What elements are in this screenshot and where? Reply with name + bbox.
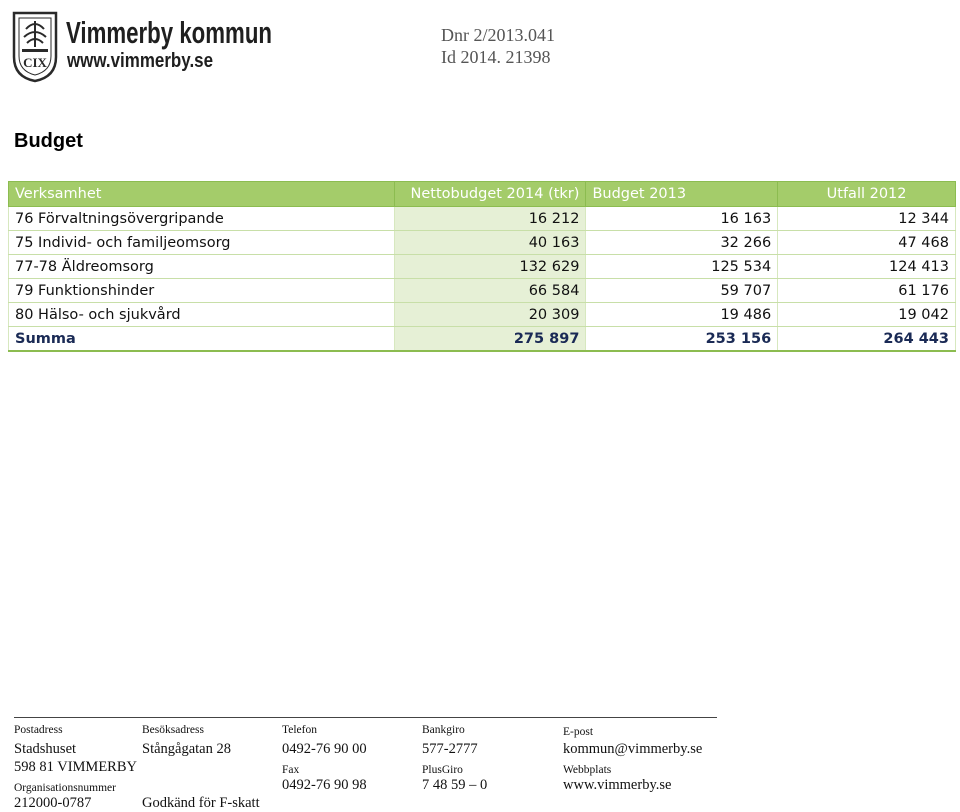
besoksadress-label: Besöksadress bbox=[142, 724, 204, 736]
table-sum-row bbox=[9, 327, 956, 352]
column-header-utfall-2012: Utfall 2012 bbox=[778, 182, 956, 207]
municipality-logo bbox=[10, 7, 274, 83]
sum-budget-2013: 253 156 bbox=[586, 327, 778, 352]
cell-utfall-2012: 19 042 bbox=[778, 303, 956, 327]
cell-verksamhet: 79 Funktionshinder bbox=[9, 279, 395, 303]
fskatt-value: Godkänd för F-skatt bbox=[142, 795, 260, 811]
sum-label: Summa bbox=[9, 327, 395, 352]
table-row bbox=[9, 255, 956, 279]
table-row bbox=[9, 303, 956, 327]
budget-table bbox=[8, 181, 956, 352]
coat-of-arms-icon bbox=[10, 7, 274, 83]
telefon-value: 0492-76 90 00 bbox=[282, 741, 367, 757]
table-row bbox=[9, 207, 956, 231]
table-row bbox=[9, 279, 956, 303]
fax-label: Fax bbox=[282, 764, 300, 776]
document-reference bbox=[441, 24, 555, 68]
id-number: Id 2014. 21398 bbox=[441, 47, 551, 67]
cell-nettobudget: 66 584 bbox=[394, 279, 586, 303]
cell-budget-2013: 125 534 bbox=[586, 255, 778, 279]
column-header-nettobudget: Nettobudget 2014 (tkr) bbox=[394, 182, 586, 207]
cell-verksamhet: 75 Individ- och familjeomsorg bbox=[9, 231, 395, 255]
seal-lettering: CIX bbox=[23, 55, 47, 70]
postadress-label: Postadress bbox=[14, 724, 63, 736]
cell-verksamhet: 77-78 Äldreomsorg bbox=[9, 255, 395, 279]
cell-nettobudget: 16 212 bbox=[394, 207, 586, 231]
cell-nettobudget: 132 629 bbox=[394, 255, 586, 279]
postadress-line-1: Stadshuset bbox=[14, 741, 77, 757]
plusgiro-value: 7 48 59 – 0 bbox=[422, 777, 488, 793]
plusgiro-label: PlusGiro bbox=[422, 764, 463, 776]
fax-value: 0492-76 90 98 bbox=[282, 777, 367, 793]
cell-nettobudget: 20 309 bbox=[394, 303, 586, 327]
cell-utfall-2012: 12 344 bbox=[778, 207, 956, 231]
table-row bbox=[9, 231, 956, 255]
dnr-number: Dnr 2/2013.041 bbox=[441, 25, 555, 45]
column-header-verksamhet: Verksamhet bbox=[9, 182, 395, 207]
cell-utfall-2012: 124 413 bbox=[778, 255, 956, 279]
telefon-label: Telefon bbox=[282, 724, 317, 736]
webbplats-value: www.vimmerby.se bbox=[563, 777, 672, 793]
epost-value: kommun@vimmerby.se bbox=[563, 741, 703, 757]
cell-verksamhet: 76 Förvaltningsövergripande bbox=[9, 207, 395, 231]
page-title: Budget bbox=[14, 130, 83, 152]
bankgiro-value: 577-2777 bbox=[422, 741, 478, 757]
cell-budget-2013: 59 707 bbox=[586, 279, 778, 303]
cell-budget-2013: 32 266 bbox=[586, 231, 778, 255]
table-header-row bbox=[9, 182, 956, 207]
cell-budget-2013: 16 163 bbox=[586, 207, 778, 231]
coat-of-arms-seal bbox=[14, 13, 56, 81]
org-label: Organisationsnummer bbox=[14, 782, 116, 794]
webbplats-label: Webbplats bbox=[563, 764, 612, 776]
sum-utfall-2012: 264 443 bbox=[778, 327, 956, 352]
brand-url: www.vimmerby.se bbox=[66, 50, 214, 72]
brand-name: Vimmerby kommun bbox=[66, 15, 272, 50]
postadress-line-2: 598 81 VIMMERBY bbox=[14, 759, 137, 775]
org-number: 212000-0787 bbox=[14, 795, 92, 811]
cell-budget-2013: 19 486 bbox=[586, 303, 778, 327]
bankgiro-label: Bankgiro bbox=[422, 724, 465, 736]
footer-divider bbox=[14, 717, 717, 718]
besoksadress-value: Stångågatan 28 bbox=[142, 741, 231, 757]
cell-utfall-2012: 47 468 bbox=[778, 231, 956, 255]
cell-utfall-2012: 61 176 bbox=[778, 279, 956, 303]
sum-nettobudget: 275 897 bbox=[394, 327, 586, 352]
column-header-budget-2013: Budget 2013 bbox=[586, 182, 778, 207]
cell-verksamhet: 80 Hälso- och sjukvård bbox=[9, 303, 395, 327]
cell-nettobudget: 40 163 bbox=[394, 231, 586, 255]
epost-label: E-post bbox=[563, 726, 594, 738]
